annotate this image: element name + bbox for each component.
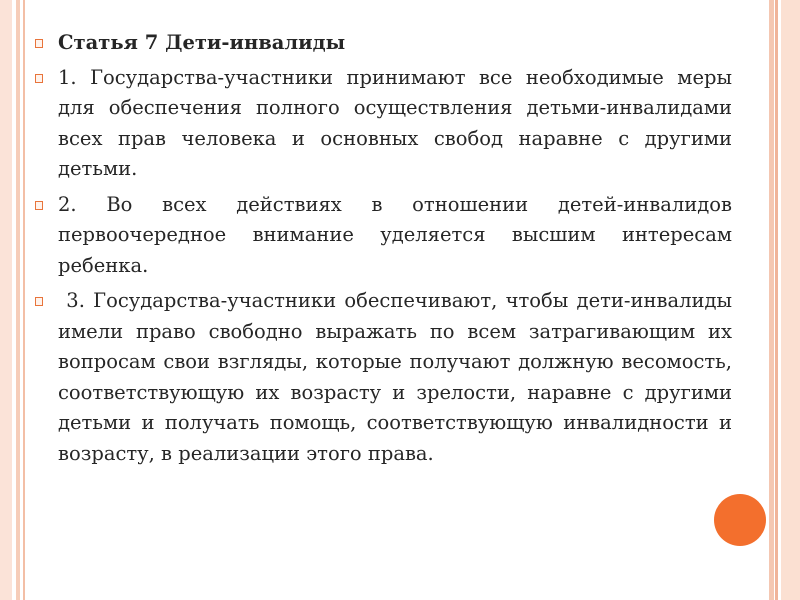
article-title [30, 28, 732, 59]
square-bullet-icon [33, 63, 45, 93]
paragraph-3 [30, 286, 739, 469]
left-decorative-stripes [0, 0, 26, 600]
slide-content [30, 28, 739, 474]
right-stripe [781, 0, 800, 600]
paragraph-text: 2. Во всех действиях в отношении детей-инвалидов первоочередное внимание уделяется высшим интересам ребенка. [58, 192, 732, 277]
right-decorative-stripes [760, 0, 800, 600]
paragraph-text: 1. Государства-участники принимают все необходимые меры для обеспечения полного осуществления детьми-инвалидами всех прав человека и основных свобод наравне с другими детьми. [58, 65, 732, 180]
paragraph-text: 3. Государства-участники обеспечивают, чтобы дети-инвалиды имели право свободно выражать по всем затрагивающим их вопросам свои взгляды, которые получают должную весомость, соответствующую их возрасту и зрелости, наравне с другими детьми и получать помощь, соответствующую инвалидности и возрасту, в реализации этого права. [58, 289, 739, 465]
left-stripe [0, 0, 12, 600]
square-bullet-icon [33, 190, 45, 220]
left-stripe [23, 0, 25, 600]
right-stripe [769, 0, 774, 600]
square-bullet-icon [33, 286, 45, 316]
paragraph-1 [30, 63, 732, 185]
square-bullet-icon [33, 28, 45, 58]
orange-circle-icon [714, 494, 766, 546]
article-title-text: Статья 7 Дети-инвалиды [58, 31, 346, 54]
left-stripe [16, 0, 20, 600]
right-stripe [775, 0, 778, 600]
paragraph-2 [30, 190, 732, 282]
